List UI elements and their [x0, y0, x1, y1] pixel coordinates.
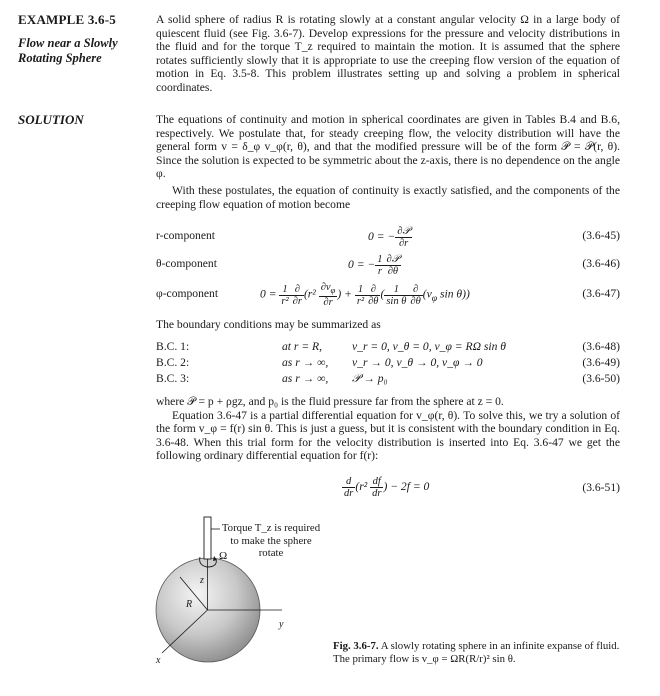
figure-caption-label: Fig. 3.6-7.: [333, 640, 379, 652]
equation-expression: $\frac{d}{dr}$ (r² $\frac{df}{dr}$ ) − 2f = 0: [344, 476, 430, 499]
bc-number: (3.6-48): [582, 340, 620, 353]
solution-paragraph-1: The equations of continuity and motion in spherical coordinates are given in Tables B.4 and B.6, respectively. We postulate that, for steady creeping flow, the velocity distribution will have the general form v = δ_φ v_φ(r, θ), and that the modified pressure will be of the form 𝒫 = 𝒫(r, θ). Since the solution is expected to be symmetric about the z-axis, there is no dependence on the angle φ.: [156, 113, 620, 181]
bc-name: B.C. 2:: [156, 356, 190, 369]
equation-phi-component: [156, 282, 620, 309]
equation-ode: [156, 478, 620, 500]
torque-line2: to make the sphere: [230, 534, 312, 547]
torque-line3: rotate: [258, 547, 284, 559]
equation-number: (3.6-51): [582, 481, 620, 494]
example-title-line2: Rotating Sphere: [18, 51, 102, 65]
boundary-condition-3: [156, 372, 620, 386]
equation-expression: 0 = $\frac{1}{\text{r²}}$ $\frac{\partial}{\partial r}$ (r² $\frac{\partial v_\varphi}{\partial r}$ ) + $\frac{1}{\text{r²}}$ $\frac{\partial}{\partial\theta}$ ( $\frac{1}{\text{sin θ}}$ $\frac{\partial}{\partial\theta}$ ($v_\varphi$ sin θ)): [260, 282, 470, 309]
bc-condition: 𝒫 → p₀: [352, 372, 388, 385]
boundary-condition-1: [156, 340, 620, 354]
equation-r-component: [156, 226, 620, 248]
figure-caption: [333, 640, 623, 666]
equation-number: (3.6-46): [582, 257, 620, 270]
torque-line1: Torque T_z is required: [221, 522, 321, 534]
bc-number: (3.6-49): [582, 356, 620, 369]
bc-number: (3.6-50): [582, 372, 620, 385]
boundary-intro: The boundary conditions may be summarized as: [156, 318, 381, 331]
example-title-line1: Flow near a Slowly: [18, 36, 118, 50]
axis-x-label: x: [156, 655, 161, 666]
figure-caption-text: A slowly rotating sphere in an infinite expanse of fluid. The primary flow is v_φ = ΩR(R/r)² sin θ.: [333, 640, 620, 665]
after-bc-paragraph-2: Equation 3.6-47 is a partial differential equation for v_φ(r, θ). To solve this, we try a solution of the form v_φ = f(r) sin θ. This is just a guess, but it is consistent with the boundary condition in Eq. 3.6-48. When this trial form for the velocity distribution is inserted into Eq. 3.6-47 we get the following ordinary differential equation for f(r):: [156, 408, 620, 463]
equation-label: r-component: [156, 229, 216, 242]
bc-name: B.C. 3:: [156, 372, 190, 385]
torque-annotation: [216, 522, 326, 560]
shaft: [204, 517, 211, 559]
example-title: [18, 36, 138, 66]
omega-label: Ω: [219, 550, 228, 562]
intro-paragraph: A solid sphere of radius R is rotating slowly at a constant angular velocity Ω in a large body of quiescent fluid (see Fig. 3.6-7). Develop expressions for the pressure and velocity distributions in the fluid and for the torque T_z required to maintain the motion. It is assumed that the sphere rotates sufficiently slowly that it is appropriate to use the creeping flow version of the equation of motion in Eq. 3.5-8. This problem illustrates setting up and solving a problem in spherical coordinates.: [156, 13, 620, 94]
bc-where: as r → ∞,: [282, 356, 329, 369]
equation-theta-component: [156, 254, 620, 276]
equation-label: φ-component: [156, 287, 219, 300]
boundary-condition-2: [156, 356, 620, 370]
bc-name: B.C. 1:: [156, 340, 190, 353]
example-label: EXAMPLE 3.6-5: [18, 12, 116, 27]
equation-number: (3.6-47): [582, 287, 620, 300]
equation-number: (3.6-45): [582, 229, 620, 242]
bc-condition: v_r → 0, v_θ → 0, v_φ → 0: [352, 356, 483, 369]
radius-label: R: [186, 599, 193, 610]
bc-where: at r = R,: [282, 340, 323, 353]
after-bc-paragraph: [156, 395, 620, 463]
solution-label: SOLUTION: [18, 112, 84, 127]
equation-expression: 0 = − $\frac{1}{r}$ $\frac{\text{∂𝒫}}{\partial\theta}$: [348, 254, 400, 277]
bc-where: as r → ∞,: [282, 372, 329, 385]
axis-z-label: z: [200, 575, 204, 586]
after-bc-line: where 𝒫 = p + ρgz, and p₀ is the fluid pressure far from the sphere at z = 0.: [156, 395, 504, 408]
bc-condition: v_r = 0, v_θ = 0, v_φ = RΩ sin θ: [352, 340, 506, 353]
axis-y-label: y: [279, 619, 284, 630]
equation-label: θ-component: [156, 257, 217, 270]
equation-expression: 0 = − $\frac{\text{∂𝒫}}{\partial r}$: [368, 226, 411, 249]
solution-paragraph-2: With these postulates, the equation of continuity is exactly satisfied, and the components of the creeping flow equation of motion become: [156, 184, 620, 211]
